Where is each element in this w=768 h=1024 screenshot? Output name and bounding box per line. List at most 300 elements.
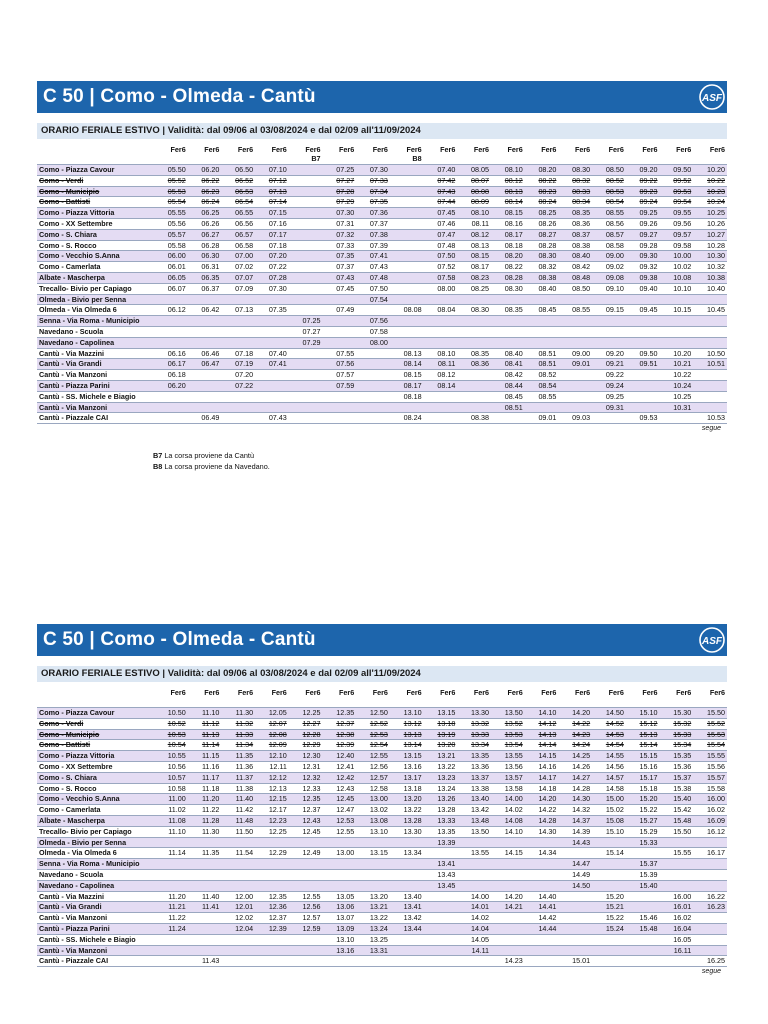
departure-time: 14.11	[471, 945, 490, 955]
departure-time: 12.13	[268, 783, 287, 793]
table-row	[37, 337, 727, 348]
departure-time	[660, 859, 694, 870]
departure-time	[188, 294, 222, 305]
departure-time: 16.17	[707, 848, 725, 858]
departure-time: 14.42	[538, 913, 557, 923]
trip-header: Fer6	[237, 145, 254, 154]
departure-time: 06.47	[201, 359, 220, 369]
departure-time: 15.48	[639, 923, 658, 933]
departure-time: 14.57	[605, 772, 624, 782]
departure-time	[255, 316, 289, 327]
stop-name: Cantù - Via Manzoni	[39, 945, 108, 955]
departure-time: 12.55	[336, 826, 355, 836]
departure-time	[323, 869, 357, 880]
departure-time: 08.11	[437, 359, 456, 369]
departure-time	[221, 859, 255, 870]
table-row	[37, 740, 727, 751]
departure-time	[491, 945, 525, 956]
departure-time: 12.43	[336, 783, 355, 793]
table-row	[37, 326, 727, 337]
departure-time	[525, 869, 559, 880]
departure-time: 14.13	[538, 729, 557, 739]
departure-time: 06.58	[235, 240, 254, 250]
departure-time: 13.14	[403, 740, 422, 750]
departure-time	[525, 294, 559, 305]
trip-header: Fer6	[440, 145, 456, 154]
stop-name: Navedano - Scuola	[39, 869, 104, 879]
departure-time: 13.28	[403, 815, 422, 825]
departure-time	[693, 880, 727, 891]
title-bar	[37, 81, 727, 113]
departure-time: 14.47	[572, 859, 591, 869]
departure-time	[457, 370, 491, 381]
departure-time	[592, 294, 626, 305]
departure-time	[592, 945, 626, 956]
departure-time: 12.10	[268, 751, 287, 761]
departure-time: 06.26	[201, 218, 220, 228]
departure-time: 14.23	[572, 729, 591, 739]
departure-time	[525, 316, 559, 327]
departure-time: 15.18	[639, 783, 658, 793]
departure-time	[525, 945, 559, 956]
departure-time: 12.23	[268, 815, 287, 825]
departure-time: 12.56	[369, 761, 388, 771]
departure-time: 09.25	[639, 208, 658, 218]
departure-time	[154, 294, 188, 305]
departure-time: 12.28	[302, 729, 321, 739]
departure-time: 08.17	[403, 380, 422, 390]
departure-time: 13.21	[369, 902, 388, 912]
departure-time	[255, 934, 289, 945]
departure-time	[255, 294, 289, 305]
departure-time: 12.35	[268, 891, 287, 901]
departure-time: 11.12	[201, 718, 220, 728]
departure-time	[626, 402, 660, 413]
departure-time	[693, 370, 727, 381]
departure-time: 06.01	[167, 262, 186, 272]
departure-time: 12.45	[302, 826, 321, 836]
departure-time: 10.27	[707, 229, 725, 239]
departure-time	[390, 240, 424, 251]
departure-time	[255, 869, 289, 880]
departure-time	[693, 380, 727, 391]
departure-time: 08.17	[471, 262, 490, 272]
departure-time: 11.10	[201, 708, 220, 717]
departure-time: 08.20	[504, 251, 523, 261]
departure-time: 13.50	[471, 826, 490, 836]
departure-time	[390, 956, 424, 967]
departure-time: 13.34	[471, 740, 490, 750]
departure-time: 07.20	[268, 251, 287, 261]
departure-time: 13.00	[336, 848, 355, 858]
departure-time: 12.31	[302, 761, 321, 771]
departure-time: 11.02	[168, 805, 186, 815]
departure-time: 07.43	[369, 262, 388, 272]
departure-time: 09.25	[605, 391, 624, 401]
departure-time: 06.17	[167, 359, 186, 369]
departure-time: 10.30	[707, 251, 725, 261]
table-row	[37, 783, 727, 794]
departure-time: 06.07	[167, 283, 186, 293]
departure-time	[693, 934, 727, 945]
stop-name: Olmeda - Bivio per Senna	[39, 294, 127, 304]
departure-time: 16.25	[707, 956, 725, 966]
departure-time: 08.56	[605, 218, 624, 228]
departure-time	[424, 934, 458, 945]
table-row	[37, 348, 727, 359]
departure-time: 07.34	[369, 186, 388, 196]
departure-time: 15.58	[707, 783, 725, 793]
departure-time: 07.28	[268, 272, 287, 282]
departure-time	[188, 934, 222, 945]
departure-time: 15.50	[673, 826, 692, 836]
departure-time	[424, 913, 458, 924]
departure-time: 09.56	[673, 218, 692, 228]
departure-time: 10.24	[673, 380, 692, 390]
departure-time: 07.22	[268, 262, 287, 272]
departure-time: 16.04	[673, 923, 692, 933]
departure-time	[188, 380, 222, 391]
departure-time: 08.24	[538, 197, 557, 207]
departure-time: 15.32	[673, 718, 692, 728]
trip-header: Fer6	[339, 145, 355, 154]
departure-time	[255, 326, 289, 337]
departure-time: 08.38	[471, 413, 490, 423]
departure-time	[255, 837, 289, 848]
departure-time: 06.24	[201, 197, 220, 207]
continues-label: segue	[701, 968, 721, 975]
departure-time: 12.57	[302, 913, 321, 923]
departure-time: 10.50	[707, 348, 725, 358]
departure-time: 05.56	[167, 218, 186, 228]
trip-header: Fer6	[473, 145, 490, 154]
departure-time: 13.43	[437, 869, 456, 879]
departure-time: 14.39	[572, 826, 591, 836]
stop-name: Como - Camerlata	[39, 262, 101, 272]
departure-time: 07.55	[336, 348, 355, 358]
trip-header: Fer6 B7	[305, 145, 321, 163]
departure-time: 07.35	[336, 251, 355, 261]
trip-header: Fer6	[574, 688, 591, 697]
departure-time: 10.51	[707, 359, 725, 369]
stop-name: Cantù - Piazza Parini	[39, 923, 110, 933]
trip-header: Fer6	[676, 688, 692, 697]
departure-time	[154, 934, 188, 945]
departure-time: 13.40	[403, 891, 422, 901]
departure-time	[390, 837, 424, 848]
table-row	[37, 815, 727, 826]
departure-time	[154, 956, 188, 967]
departure-time: 14.50	[572, 880, 591, 890]
departure-time	[221, 316, 255, 327]
departure-time: 14.00	[471, 891, 490, 901]
departure-time: 14.52	[605, 718, 624, 728]
departure-time: 15.01	[572, 956, 591, 966]
departure-time: 12.39	[268, 923, 287, 933]
departure-time	[289, 391, 323, 402]
validity-subtitle: ORARIO FERIALE ESTIVO | Validità: dal 09/06 al 03/08/2024 e dal 02/09 all'11/09/2024	[37, 123, 727, 139]
departure-time: 15.55	[673, 848, 692, 858]
departure-time: 13.05	[336, 891, 355, 901]
departure-time: 06.22	[201, 175, 220, 185]
departure-time: 13.23	[437, 772, 456, 782]
departure-time: 14.02	[471, 913, 490, 923]
table-row	[37, 826, 727, 837]
departure-time: 12.59	[302, 923, 321, 933]
departure-time	[154, 880, 188, 891]
departure-time	[255, 370, 289, 381]
departure-time: 10.02	[673, 262, 692, 272]
departure-time: 15.24	[605, 923, 624, 933]
table-row	[37, 272, 727, 283]
departure-time: 08.53	[605, 186, 624, 196]
departure-time: 11.33	[235, 729, 254, 739]
trip-header: Fer6	[271, 145, 287, 154]
departure-time	[390, 229, 424, 240]
departure-time: 07.35	[369, 197, 388, 207]
departure-time: 11.10	[168, 826, 186, 836]
departure-time: 11.30	[201, 826, 220, 836]
departure-time: 15.37	[639, 859, 658, 869]
stop-name: Cantù - SS. Michele e Biagio	[39, 934, 136, 944]
departure-time: 08.32	[572, 175, 591, 185]
departure-time	[592, 337, 626, 348]
departure-time: 13.30	[471, 708, 490, 717]
departure-time	[457, 859, 491, 870]
stop-name: Cantù - Via Manzoni	[39, 370, 108, 380]
departure-time	[693, 402, 727, 413]
table-row	[37, 837, 727, 848]
departure-time: 13.17	[403, 772, 422, 782]
departure-time: 15.17	[639, 772, 658, 782]
departure-time: 05.57	[167, 229, 186, 239]
departure-time: 08.45	[504, 391, 523, 401]
departure-time	[525, 326, 559, 337]
departure-time	[221, 391, 255, 402]
departure-time: 07.25	[336, 165, 355, 174]
table-row	[37, 913, 727, 924]
departure-time	[491, 859, 525, 870]
departure-time	[356, 402, 390, 413]
continues-label: segue	[701, 425, 721, 432]
table-row	[37, 848, 727, 859]
departure-time	[289, 413, 323, 424]
departure-time	[626, 956, 660, 967]
departure-time	[660, 337, 694, 348]
departure-time	[289, 880, 323, 891]
departure-time: 13.16	[336, 945, 355, 955]
departure-time	[323, 837, 357, 848]
departure-time: 07.20	[235, 370, 254, 380]
departure-time: 08.16	[504, 218, 523, 228]
departure-time: 06.53	[235, 186, 254, 196]
note-b7: B7 La corsa proviene da Cantù	[153, 451, 255, 460]
departure-time	[424, 891, 458, 902]
departure-time: 08.17	[504, 229, 523, 239]
departure-time: 15.14	[639, 740, 658, 750]
departure-time: 12.09	[268, 740, 287, 750]
departure-time	[626, 945, 660, 956]
trip-header: Fer6	[541, 688, 557, 697]
departure-time: 16.11	[673, 945, 692, 955]
trip-header: Fer6	[237, 688, 254, 697]
departure-time: 12.32	[302, 772, 321, 782]
departure-time	[390, 283, 424, 294]
table-row	[37, 956, 727, 967]
departure-time: 08.34	[572, 197, 591, 207]
departure-time: 12.55	[369, 751, 388, 761]
departure-time: 07.13	[268, 186, 287, 196]
departure-time	[693, 391, 727, 402]
departure-time	[558, 913, 592, 924]
departure-time: 08.00	[437, 283, 456, 293]
departure-time: 14.22	[538, 805, 557, 815]
departure-time: 14.10	[538, 708, 557, 717]
departure-time: 12.58	[369, 783, 388, 793]
departure-time: 14.16	[538, 761, 557, 771]
departure-time: 14.02	[504, 805, 523, 815]
svg-text:ASF: ASF	[702, 93, 722, 104]
departure-time: 14.53	[605, 729, 624, 739]
departure-time	[660, 880, 694, 891]
departure-time: 07.50	[369, 283, 388, 293]
departure-time	[491, 413, 525, 424]
departure-time: 07.07	[235, 272, 254, 282]
departure-time: 07.02	[235, 262, 254, 272]
departure-time: 14.12	[538, 718, 557, 728]
departure-time	[154, 859, 188, 870]
departure-time	[390, 262, 424, 273]
departure-time	[626, 316, 660, 327]
table-row	[37, 305, 727, 316]
departure-time: 08.52	[605, 175, 624, 185]
stop-name: Como - Camerlata	[39, 805, 101, 815]
departure-time: 11.41	[201, 902, 220, 912]
departure-time: 06.18	[167, 370, 186, 380]
departure-time: 06.23	[201, 186, 220, 196]
departure-time	[188, 337, 222, 348]
departure-time: 08.58	[605, 240, 624, 250]
asf-logo-icon	[699, 627, 725, 653]
departure-time: 15.12	[639, 718, 658, 728]
stop-name: Cantù - Piazzale CAI	[39, 956, 109, 966]
departure-time: 08.30	[572, 165, 591, 174]
departure-time	[390, 186, 424, 197]
departure-time	[558, 316, 592, 327]
departure-time: 06.52	[235, 175, 254, 185]
departure-time: 11.37	[235, 772, 254, 782]
trip-header: Fer6	[473, 688, 490, 697]
trip-header: Fer6	[170, 688, 186, 697]
departure-time: 08.30	[471, 305, 490, 315]
departure-time: 08.07	[471, 175, 490, 185]
departure-time: 10.22	[707, 175, 725, 185]
departure-time: 08.36	[471, 359, 490, 369]
departure-time: 14.14	[538, 740, 557, 750]
departure-time: 07.10	[268, 165, 287, 174]
table-row	[37, 805, 727, 816]
departure-time	[525, 956, 559, 967]
departure-time	[660, 413, 694, 424]
departure-time: 09.53	[673, 186, 692, 196]
departure-time: 14.21	[504, 902, 523, 912]
stop-name: Como - Battisti	[39, 197, 91, 207]
stop-name: Como - Vecchio S.Anna	[39, 251, 120, 261]
departure-time	[457, 402, 491, 413]
departure-time: 11.24	[168, 923, 186, 933]
departure-time	[289, 869, 323, 880]
trip-header: Fer6	[406, 688, 422, 697]
departure-time: 08.50	[572, 283, 591, 293]
departure-time: 06.20	[201, 165, 220, 174]
stop-name: Como - S. Chiara	[39, 229, 97, 239]
departure-time: 11.48	[235, 815, 254, 825]
departure-time	[525, 859, 559, 870]
departure-time: 14.58	[605, 783, 624, 793]
stop-name: Albate - Mascherpa	[39, 272, 105, 282]
departure-time	[558, 945, 592, 956]
departure-time: 13.07	[336, 913, 355, 923]
departure-time: 09.26	[639, 218, 658, 228]
departure-time: 09.51	[639, 359, 658, 369]
table-row	[37, 380, 727, 391]
departure-time	[424, 923, 458, 934]
stop-name: Como - Vecchio S.Anna	[39, 794, 120, 804]
trip-header: Fer6	[507, 688, 523, 697]
table-row	[37, 391, 727, 402]
departure-time: 11.14	[168, 848, 186, 858]
stop-name: Albate - Mascherpa	[39, 815, 105, 825]
table-row	[37, 859, 727, 870]
departure-time: 12.25	[302, 708, 321, 717]
departure-time: 13.19	[437, 729, 456, 739]
departure-time: 10.31	[673, 402, 692, 412]
departure-time: 08.40	[538, 283, 557, 293]
departure-time: 06.20	[167, 380, 186, 390]
departure-time: 10.45	[707, 305, 725, 315]
departure-time: 12.42	[336, 772, 355, 782]
departure-time: 07.18	[235, 348, 254, 358]
departure-time: 13.31	[369, 945, 388, 955]
departure-time: 07.27	[302, 326, 321, 336]
departure-time: 11.35	[201, 848, 220, 858]
departure-time: 08.18	[504, 240, 523, 250]
departure-time: 12.52	[369, 718, 388, 728]
departure-time: 13.10	[403, 708, 422, 717]
departure-time: 09.24	[639, 197, 658, 207]
departure-time	[424, 391, 458, 402]
departure-time	[390, 859, 424, 870]
departure-time	[525, 337, 559, 348]
departure-time: 08.51	[538, 359, 557, 369]
departure-time: 07.29	[336, 197, 355, 207]
departure-time: 08.11	[471, 218, 490, 228]
departure-time: 08.13	[403, 348, 422, 358]
departure-time: 09.50	[639, 348, 658, 358]
departure-time	[221, 326, 255, 337]
departure-time: 13.58	[504, 783, 523, 793]
departure-time: 06.30	[201, 251, 220, 261]
table-row	[37, 165, 727, 176]
departure-time	[626, 326, 660, 337]
stop-name: Como - Battisti	[39, 740, 91, 750]
departure-time: 08.48	[572, 272, 591, 282]
departure-time: 14.30	[538, 826, 557, 836]
departure-time: 14.37	[572, 815, 591, 825]
departure-time	[356, 859, 390, 870]
table-row	[37, 751, 727, 762]
departure-time	[693, 945, 727, 956]
